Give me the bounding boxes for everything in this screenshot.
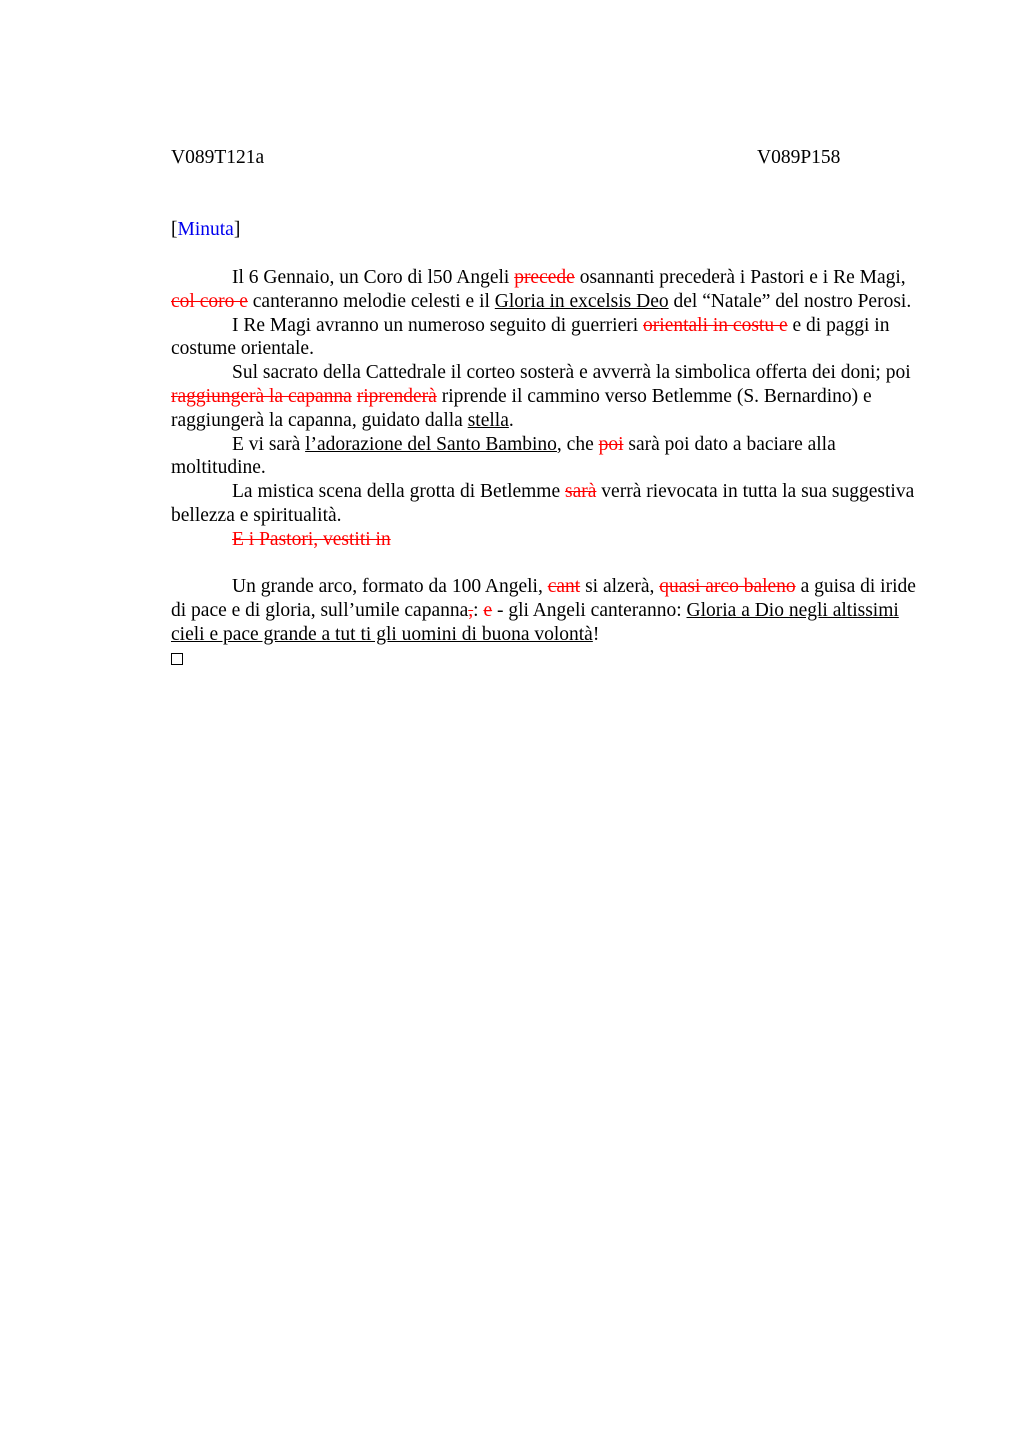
deleted-text: poi (598, 433, 624, 455)
text-span: - gli Angeli canteranno: (492, 600, 687, 622)
text-span: : (473, 600, 484, 622)
text-span: canteranno melodie celesti e il (247, 290, 495, 312)
deleted-text: riprenderà (356, 385, 437, 407)
empty-square-icon (171, 653, 183, 665)
paragraph-4 (171, 433, 931, 481)
text-span: a guisa di iride di pace e di gloria, sull’umile capanna (171, 576, 916, 622)
text-span: Sul sacrato della Cattedrale il corteo sosterà e avverrà la simbolica offerta dei doni; poi (232, 362, 911, 384)
text-span: E vi sarà (232, 433, 306, 455)
text-span: La mistica scena della grotta di Betlemme (232, 481, 566, 503)
text-span: . (508, 409, 514, 431)
paragraph-1 (171, 266, 931, 314)
paragraph-6 (171, 528, 931, 552)
text-span: verrà rievocata in tutta la sua suggestiva bellezza e spiritualità. (171, 481, 915, 526)
deleted-text: col coro e (171, 290, 248, 312)
text-span: sarà poi dato a baciare alla moltitudine. (171, 433, 836, 479)
underlined-text: Gloria a Dio negli altissimi cieli e pace grande a tut ti gli uomini di buona volontà (171, 600, 899, 645)
minuta-open-bracket: [ (171, 219, 178, 240)
minuta-close-bracket: ] (233, 219, 241, 240)
deleted-text: raggiungerà la capanna (171, 385, 352, 407)
document-header (171, 146, 931, 170)
underlined-text: Gloria in excelsis Deo (494, 290, 669, 312)
deleted-text: sarà (565, 481, 597, 503)
document-code-left: V089T121a (171, 147, 265, 168)
blank-line (171, 552, 931, 576)
underlined-text: l’adorazione del Santo Bambino (305, 433, 557, 455)
text-span: del “Natale” del nostro Perosi. (668, 290, 912, 312)
text-span: Il 6 Gennaio, un Coro di l50 Angeli (232, 267, 515, 288)
end-mark-row (171, 647, 931, 672)
minuta-label: Minuta (177, 219, 234, 240)
document-page (171, 146, 931, 672)
text-span: ! (592, 623, 600, 645)
deleted-text: e (483, 600, 493, 622)
deleted-text: E i Pastori, vestiti in (232, 528, 391, 550)
text-span: I Re Magi avranno un numeroso seguito di guerrieri (232, 314, 644, 336)
text-span: si alzerà, (580, 576, 660, 598)
document-body (171, 266, 931, 672)
paragraph-5 (171, 480, 931, 528)
deleted-text: orientali in costu e (643, 314, 788, 336)
text-span: osannanti precederà i Pastori e i Re Magi, (574, 267, 906, 288)
document-code-right: V089P158 (757, 147, 841, 168)
paragraph-3 (171, 361, 931, 432)
text-span: riprende il cammino verso Betlemme (S. Bernardino) e raggiungerà la capanna, guidato dalla (171, 385, 872, 431)
deleted-text: cant (547, 576, 581, 598)
deleted-text: , (468, 600, 474, 622)
deleted-text: precede (514, 267, 575, 288)
underlined-text: stella (467, 409, 509, 431)
text-span: e di paggi in costume orientale. (171, 314, 890, 360)
paragraph-2 (171, 314, 931, 362)
paragraph-7 (171, 575, 931, 646)
minuta-tag (171, 218, 931, 242)
deleted-text: quasi arco baleno (659, 576, 796, 598)
text-span: Un grande arco, formato da 100 Angeli, (232, 576, 548, 598)
text-span: , che (556, 433, 599, 455)
